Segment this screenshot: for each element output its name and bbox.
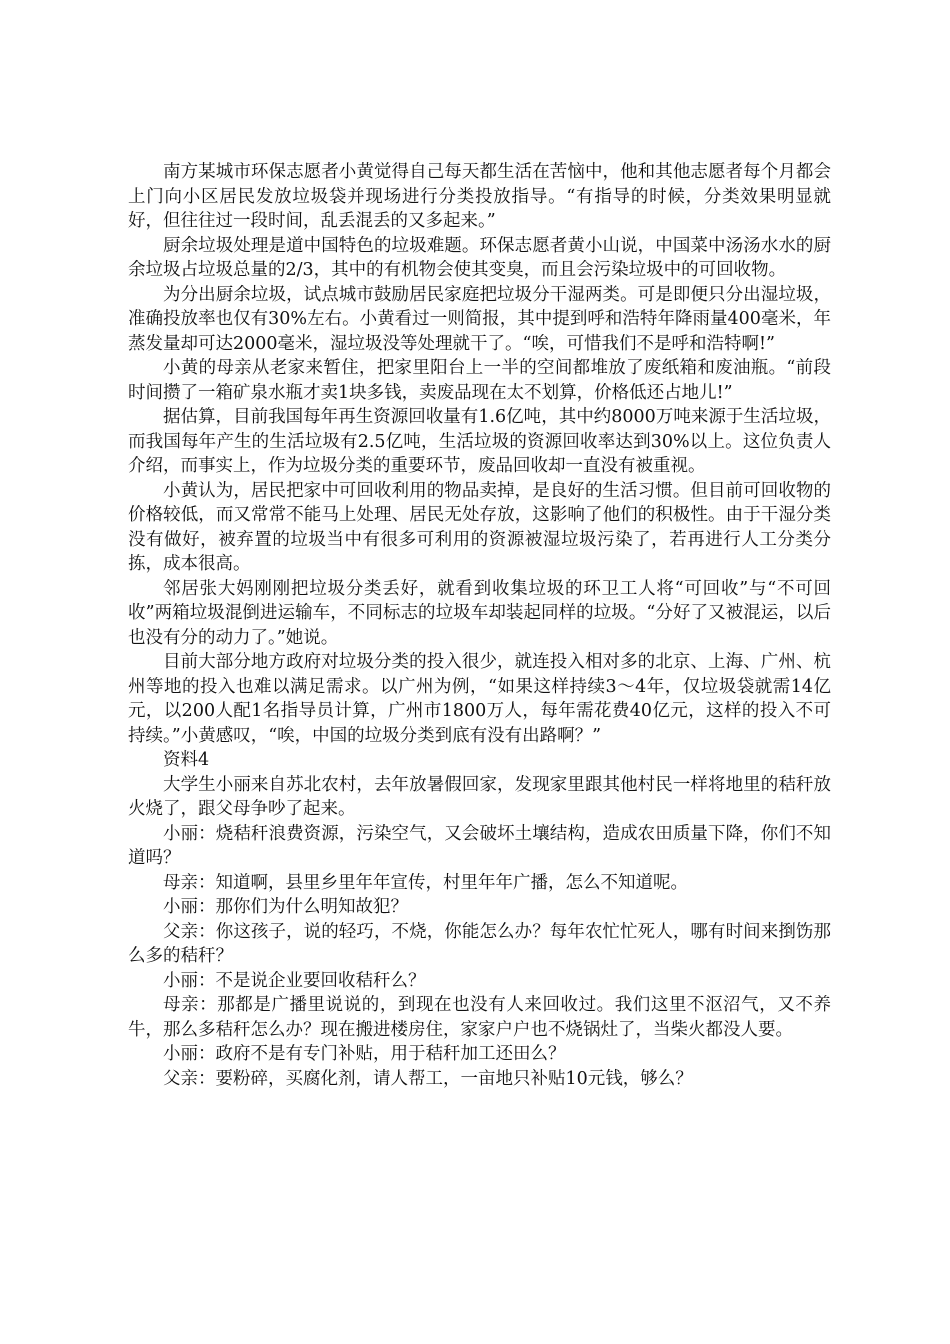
dialogue-line: 小丽：不是说企业要回收秸秆么？ (163, 970, 426, 991)
document-page (128, 160, 831, 1091)
paragraph-straw-burning-intro: 大学生小丽来自苏北农村，去年放暑假回家，发现家里跟其他村民一样将地里的秸秆放火烧了，跟父母争吵了起来。 (128, 774, 831, 819)
dialogue-line: 母亲：那都是广播里说说的，到现在也没有人来回收过。我们这里不沤沼气，又不养牛，那么多秸秆怎么办？现在搬进楼房住，家家户户也不烧锅灶了，当柴火都没人要。 (128, 995, 831, 1040)
dialogue-line: 父亲：你这孩子，说的轻巧，不烧，你能怎么办？每年农忙忙死人，哪有时间来捯饬那么多的秸秆？ (128, 921, 831, 966)
paragraph-neighbor-mixed-transport: 邻居张大妈刚刚把垃圾分类丢好，就看到收集垃圾的环卫工人将“可回收”与“不可回收”两箱垃圾混倒进运输车，不同标志的垃圾车却装起同样的垃圾。“分好了又被混运，以后也没有分的动力了。”她说。 (128, 578, 831, 648)
paragraph-recycling-volunteer: 南方某城市环保志愿者小黄觉得自己每天都生活在苦恼中，他和其他志愿者每个月都会上门向小区居民发放垃圾袋并现场进行分类投放指导。“有指导的时候，分类效果明显就好，但往往过一段时间，乱丢混丢的又多起来。” (128, 162, 831, 231)
dialogue-line: 父亲：要粉碎，买腐化剂，请人帮工，一亩地只补贴10元钱，够么？ (163, 1068, 693, 1089)
dialogue-line: 小丽：烧秸秆浪费资源，污染空气，又会破坏土壤结构，造成农田质量下降，你们不知道吗？ (128, 823, 831, 868)
dialogue-line: 小丽：那你们为什么明知故犯？ (163, 897, 408, 917)
dialogue-line: 小丽：政府不是有专门补贴，用于秸秆加工还田么？ (163, 1044, 566, 1064)
paragraph-government-investment: 目前大部分地方政府对垃圾分类的投入很少，就连投入相对多的北京、上海、广州、杭州等地的投入也难以满足需求。以广州为例，“如果这样持续3～4年，仅垃圾袋就需14亿元，以200人配1名指导员计算，广州市1800万人，每年需花费40亿元，这样的投入不可持续。”小黄感叹，“唉，中国的垃圾分类到底有没有出路啊？” (128, 652, 831, 746)
paragraph-resource-estimate: 据估算，目前我国每年再生资源回收量有1.6亿吨，其中约8000万吨来源于生活垃圾，而我国每年产生的生活垃圾有2.5亿吨，生活垃圾的资源回收率达到30%以上。这位负责人介绍，而事实上，作为垃圾分类的重要环节，废品回收却一直没有被重视。 (128, 407, 831, 476)
paragraph-kitchen-waste: 厨余垃圾处理是道中国特色的垃圾难题。环保志愿者黄小山说，中国菜中汤汤水水的厨余垃圾占垃圾总量的2/3，其中的有机物会使其变臭，而且会污染垃圾中的可回收物。 (128, 235, 831, 280)
paragraph-wet-dry-sorting: 为分出厨余垃圾，试点城市鼓励居民家庭把垃圾分干湿两类。可是即便只分出湿垃圾，准确投放率也仅有30%左右。小黄看过一则简报，其中提到呼和浩特年降雨量400毫米，年蒸发量却可达2000毫米，湿垃圾没等处理就干了。“唉，可惜我们不是呼和浩特啊!” (128, 284, 831, 354)
paragraph-mother-recyclables: 小黄的母亲从老家来暂住，把家里阳台上一半的空间都堆放了废纸箱和废油瓶。“前段时间攒了一箱矿泉水瓶才卖1块多钱，卖废品现在太不划算，价格低还占地儿!” (128, 358, 831, 403)
section-heading-material-4: 资料4 (163, 750, 210, 770)
dialogue-line: 母亲：知道啊，县里乡里年年宣传，村里年年广播，怎么不知道呢。 (163, 872, 688, 893)
paragraph-recycling-habit: 小黄认为，居民把家中可回收利用的物品卖掉，是良好的生活习惯。但目前可回收物的价格较低，而又常常不能马上处理、居民无处存放，这影响了他们的积极性。由于干湿分类没有做好，被弃置的垃圾当中有很多可利用的资源被湿垃圾污染了，若再进行人工分类分拣，成本很高。 (128, 480, 831, 574)
